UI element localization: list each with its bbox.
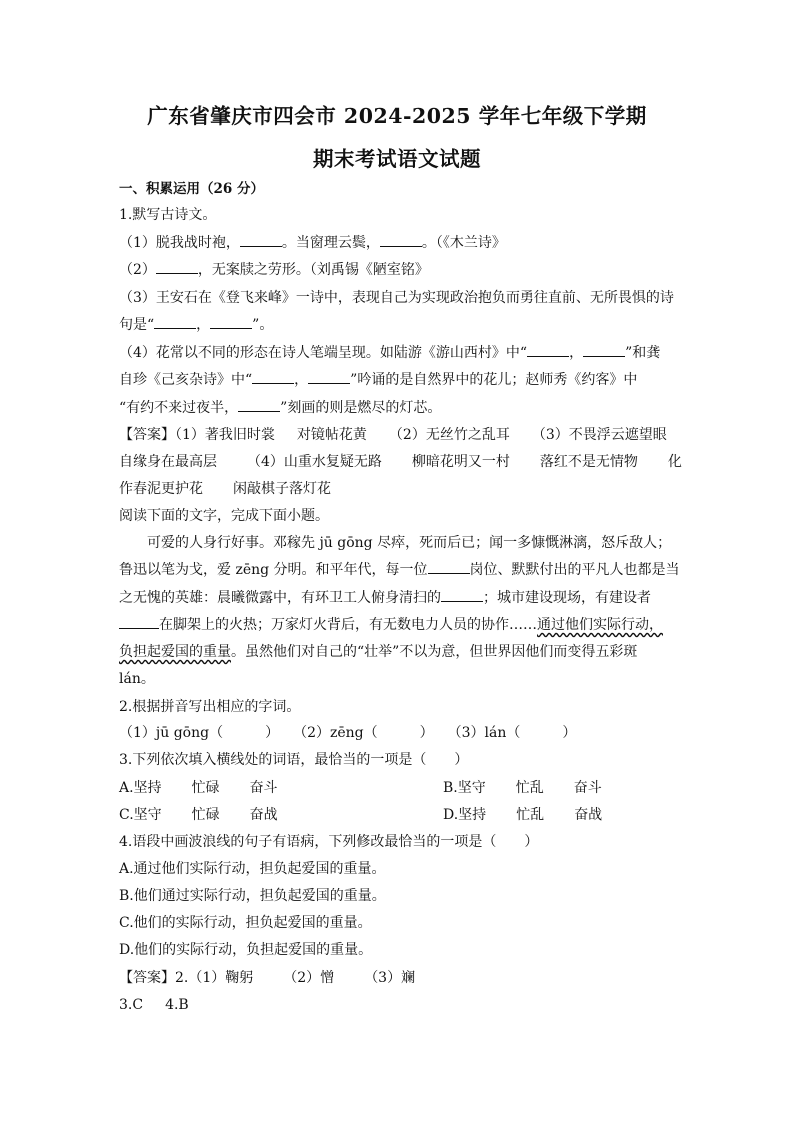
question-4-option-b: B.他们通过实际行动，担负起爱国的重量。 [119, 888, 386, 904]
reading-passage-line-6: lán。 [119, 671, 155, 687]
question-2-options: （1）jū gōng（ ） （2）zēng（ ） （3）lán（ ） [119, 725, 577, 741]
question-3-option-c: C.坚守 忙碌 奋战 [119, 807, 278, 823]
answer-1-line-2: 自缘身在最高层 （4）山重水复疑无路 柳暗花明又一村 落红不是无情物 化 [119, 454, 682, 470]
question-1-item-3-line-2: 句是“ ， ”。 [119, 317, 274, 333]
question-3-option-b: B.坚守 忙乱 奋斗 [443, 780, 602, 796]
answer-label: 【答案】 [119, 427, 175, 443]
question-4-option-d: D.他们的实际行动，负担起爱国的重量。 [119, 942, 373, 958]
reading-passage-line-2: 鲁迅以笔为戈，爱 zēng 分明。和平年代，每一位 岗位、默默付出的平凡人也都是当 [119, 562, 680, 578]
question-3-option-a: A.坚持 忙碌 奋斗 [119, 780, 278, 796]
wavy-underlined-sentence: 通过他们实际行动， [537, 617, 663, 633]
fill-blank [380, 233, 422, 247]
wavy-underlined-sentence: 负担起爱国的重量 [119, 644, 231, 660]
question-3-option-d: D.坚持 忙乱 奋战 [443, 807, 603, 823]
answer-2-line-2: 3.C 4.B [119, 997, 189, 1013]
question-1-item-4-line-3: “有约不来过夜半， ”刻画的则是燃尽的灯芯。 [119, 400, 442, 416]
question-4-prompt: 4.语段中画波浪线的句子有语病，下列修改最恰当的一项是（ ） [119, 834, 539, 850]
reading-intro: 阅读下面的文字，完成下面小题。 [119, 508, 329, 524]
fill-blank [156, 260, 198, 274]
page-title: 广东省肇庆市四会市 2024-2025 学年七年级下学期 [147, 104, 647, 128]
question-4-option-c: C.他们的实际行动，担负起爱国的重量。 [119, 915, 372, 931]
fill-blank [308, 370, 350, 384]
question-1-item-3-line-1: （3）王安石在《登飞来峰》一诗中，表现自己为实现政治抱负而勇往直前、无所畏惧的诗 [119, 290, 674, 306]
question-1-prompt: 1.默写古诗文。 [119, 207, 217, 223]
fill-blank [527, 343, 569, 357]
section-heading: 一、积累运用（26 分） [119, 181, 264, 197]
fill-blank [252, 370, 294, 384]
reading-passage-line-5: 负担起爱国的重量。虽然他们对自己的“壮举”不以为意，但世界因他们而变得五彩斑 [119, 644, 638, 660]
page-subtitle: 期末考试语文试题 [313, 147, 481, 171]
question-1-item-4-line-2: 自珍《己亥杂诗》中“ ， ”吟诵的是自然界中的花儿；赵师秀《约客》中 [119, 372, 638, 388]
answer-2-line-1: 【答案】2.（1）鞠躬 （2）憎 （3）斓 [119, 970, 416, 986]
question-1-item-4-line-1: （4）花常以不同的形态在诗人笔端呈现。如陆游《游山西村》中“ ， ”和龚 [119, 345, 661, 361]
question-1-item-2: （2） ，无案牍之劳形。（刘禹锡《陋室铭》 [119, 262, 429, 278]
reading-passage-line-3: 之无愧的英雄：晨曦微露中，有环卫工人俯身清扫的 ；城市建设现场，有建设者 [119, 590, 651, 606]
answer-label: 【答案】 [119, 970, 175, 986]
reading-passage-line-4: 在脚架上的火热；万家灯火背后，有无数电力人员的协作……通过他们实际行动， [119, 615, 663, 635]
question-3-prompt: 3.下列依次填入横线处的词语，最恰当的一项是（ ） [119, 752, 469, 768]
fill-blank [119, 615, 159, 629]
fill-blank [583, 343, 625, 357]
fill-blank [154, 315, 196, 329]
answer-1-line-3: 作春泥更护花 闲敲棋子落灯花 [119, 481, 331, 497]
fill-blank [210, 315, 252, 329]
question-1-item-1: （1）脱我战时袍， 。当窗理云鬓， 。（《木兰诗》 [119, 235, 506, 251]
question-2-prompt: 2.根据拼音写出相应的字词。 [119, 699, 301, 715]
fill-blank [428, 560, 470, 574]
reading-passage-line-1: 可爱的人身行好事。邓稼先 jū gōng 尽瘁，死而后已；闻一多慷慨淋漓，怒斥敌人； [147, 535, 672, 551]
fill-blank [441, 588, 483, 602]
answer-1-line-1: 【答案】（1）著我旧时裳 对镜帖花黄 （2）无丝竹之乱耳 （3）不畏浮云遮望眼 [119, 427, 667, 443]
fill-blank [238, 398, 280, 412]
fill-blank [240, 233, 282, 247]
question-4-option-a: A.通过他们实际行动，担负起爱国的重量。 [119, 861, 386, 877]
